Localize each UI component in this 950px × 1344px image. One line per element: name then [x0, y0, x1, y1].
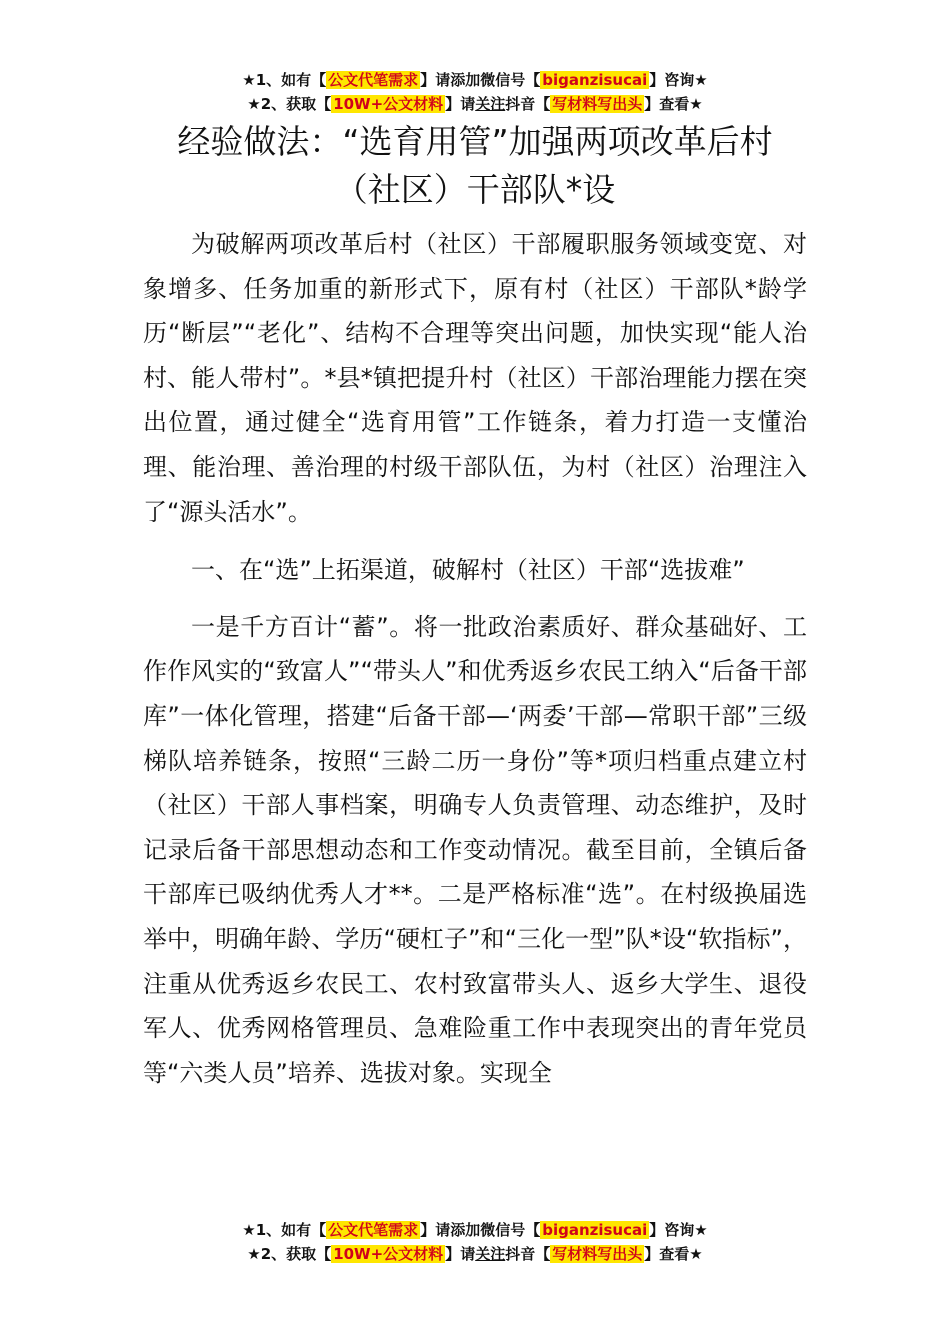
document-body — [143, 222, 807, 1095]
promo-highlight-douyin: 写材料写出头 — [552, 1245, 643, 1263]
promo-highlight-materials: 10W+公文材料 — [333, 1245, 444, 1263]
title-line-1: 经验做法：“选育用管”加强两项改革后村 — [177, 122, 773, 161]
promo-highlight-wechat-id: biganzisucai — [542, 71, 648, 89]
promo-line-1: ★1、如有【 公文代笔需求 】请添加微信号【 biganzisucai 】咨询★ — [242, 71, 708, 89]
promo-line-2: ★2、获取【 10W+公文材料 】请关注抖音【 写材料写出头 】查看★ — [247, 95, 703, 113]
intro-paragraph: 为破解两项改革后村（社区）干部履职服务领域变宽、对象增多、任务加重的新形式下，原有村（社区）干部队*龄学历“断层”“老化”、结构不合理等突出问题，加快实现“能人治村、能人带村”。*县*镇把提升村（社区）干部治理能力摆在突出位置，通过健全“选育用管”工作链条，着力打造一支懂治理、能治理、善治理的村级干部队伍，为村（社区）治理注入了“源头活水”。 — [143, 230, 807, 526]
promo-follow-text: 关注 — [475, 95, 506, 113]
header-promo-banner — [0, 68, 950, 116]
promo-highlight-douyin: 写材料写出头 — [552, 95, 643, 113]
promo-highlight-wechat-id: biganzisucai — [542, 1221, 648, 1239]
promo-follow-text: 关注 — [475, 1245, 506, 1263]
promo-line-2: ★2、获取【 10W+公文材料 】请关注抖音【 写材料写出头 】查看★ — [247, 1245, 703, 1263]
promo-highlight-service: 公文代笔需求 — [328, 71, 419, 89]
section-heading: 一、在“选”上拓渠道，破解村（社区）干部“选拔难” — [191, 556, 745, 585]
promo-highlight-service: 公文代笔需求 — [328, 1221, 419, 1239]
body-paragraph: 一是千方百计“蓄”。将一批政治素质好、群众基础好、工作作风实的“致富人”“带头人”和优秀返乡农民工纳入“后备干部库”一体化管理，搭建“后备干部—‘两委’干部—常职干部”三级梯队培养链条，按照“三龄二历一身份”等*项归档重点建立村（社区）干部人事档案，明确专人负责管理、动态维护，及时记录后备干部思想动态和工作变动情况。截至目前，全镇后备干部库已吸纳优秀人才**。二是严格标准“选”。在村级换届选举中，明确年龄、学历“硬杠子”和“三化一型”队*设“软指标”，注重从优秀返乡农民工、农村致富带头人、返乡大学生、退役军人、优秀网格管理员、急难险重工作中表现突出的青年党员等“六类人员”培养、选拔对象。实现全 — [143, 612, 807, 1087]
document-title — [0, 118, 950, 214]
footer-promo-banner — [0, 1218, 950, 1266]
promo-line-1: ★1、如有【 公文代笔需求 】请添加微信号【 biganzisucai 】咨询★ — [242, 1221, 708, 1239]
title-line-2: （社区）干部队*设 — [334, 170, 616, 209]
promo-highlight-materials: 10W+公文材料 — [333, 95, 444, 113]
